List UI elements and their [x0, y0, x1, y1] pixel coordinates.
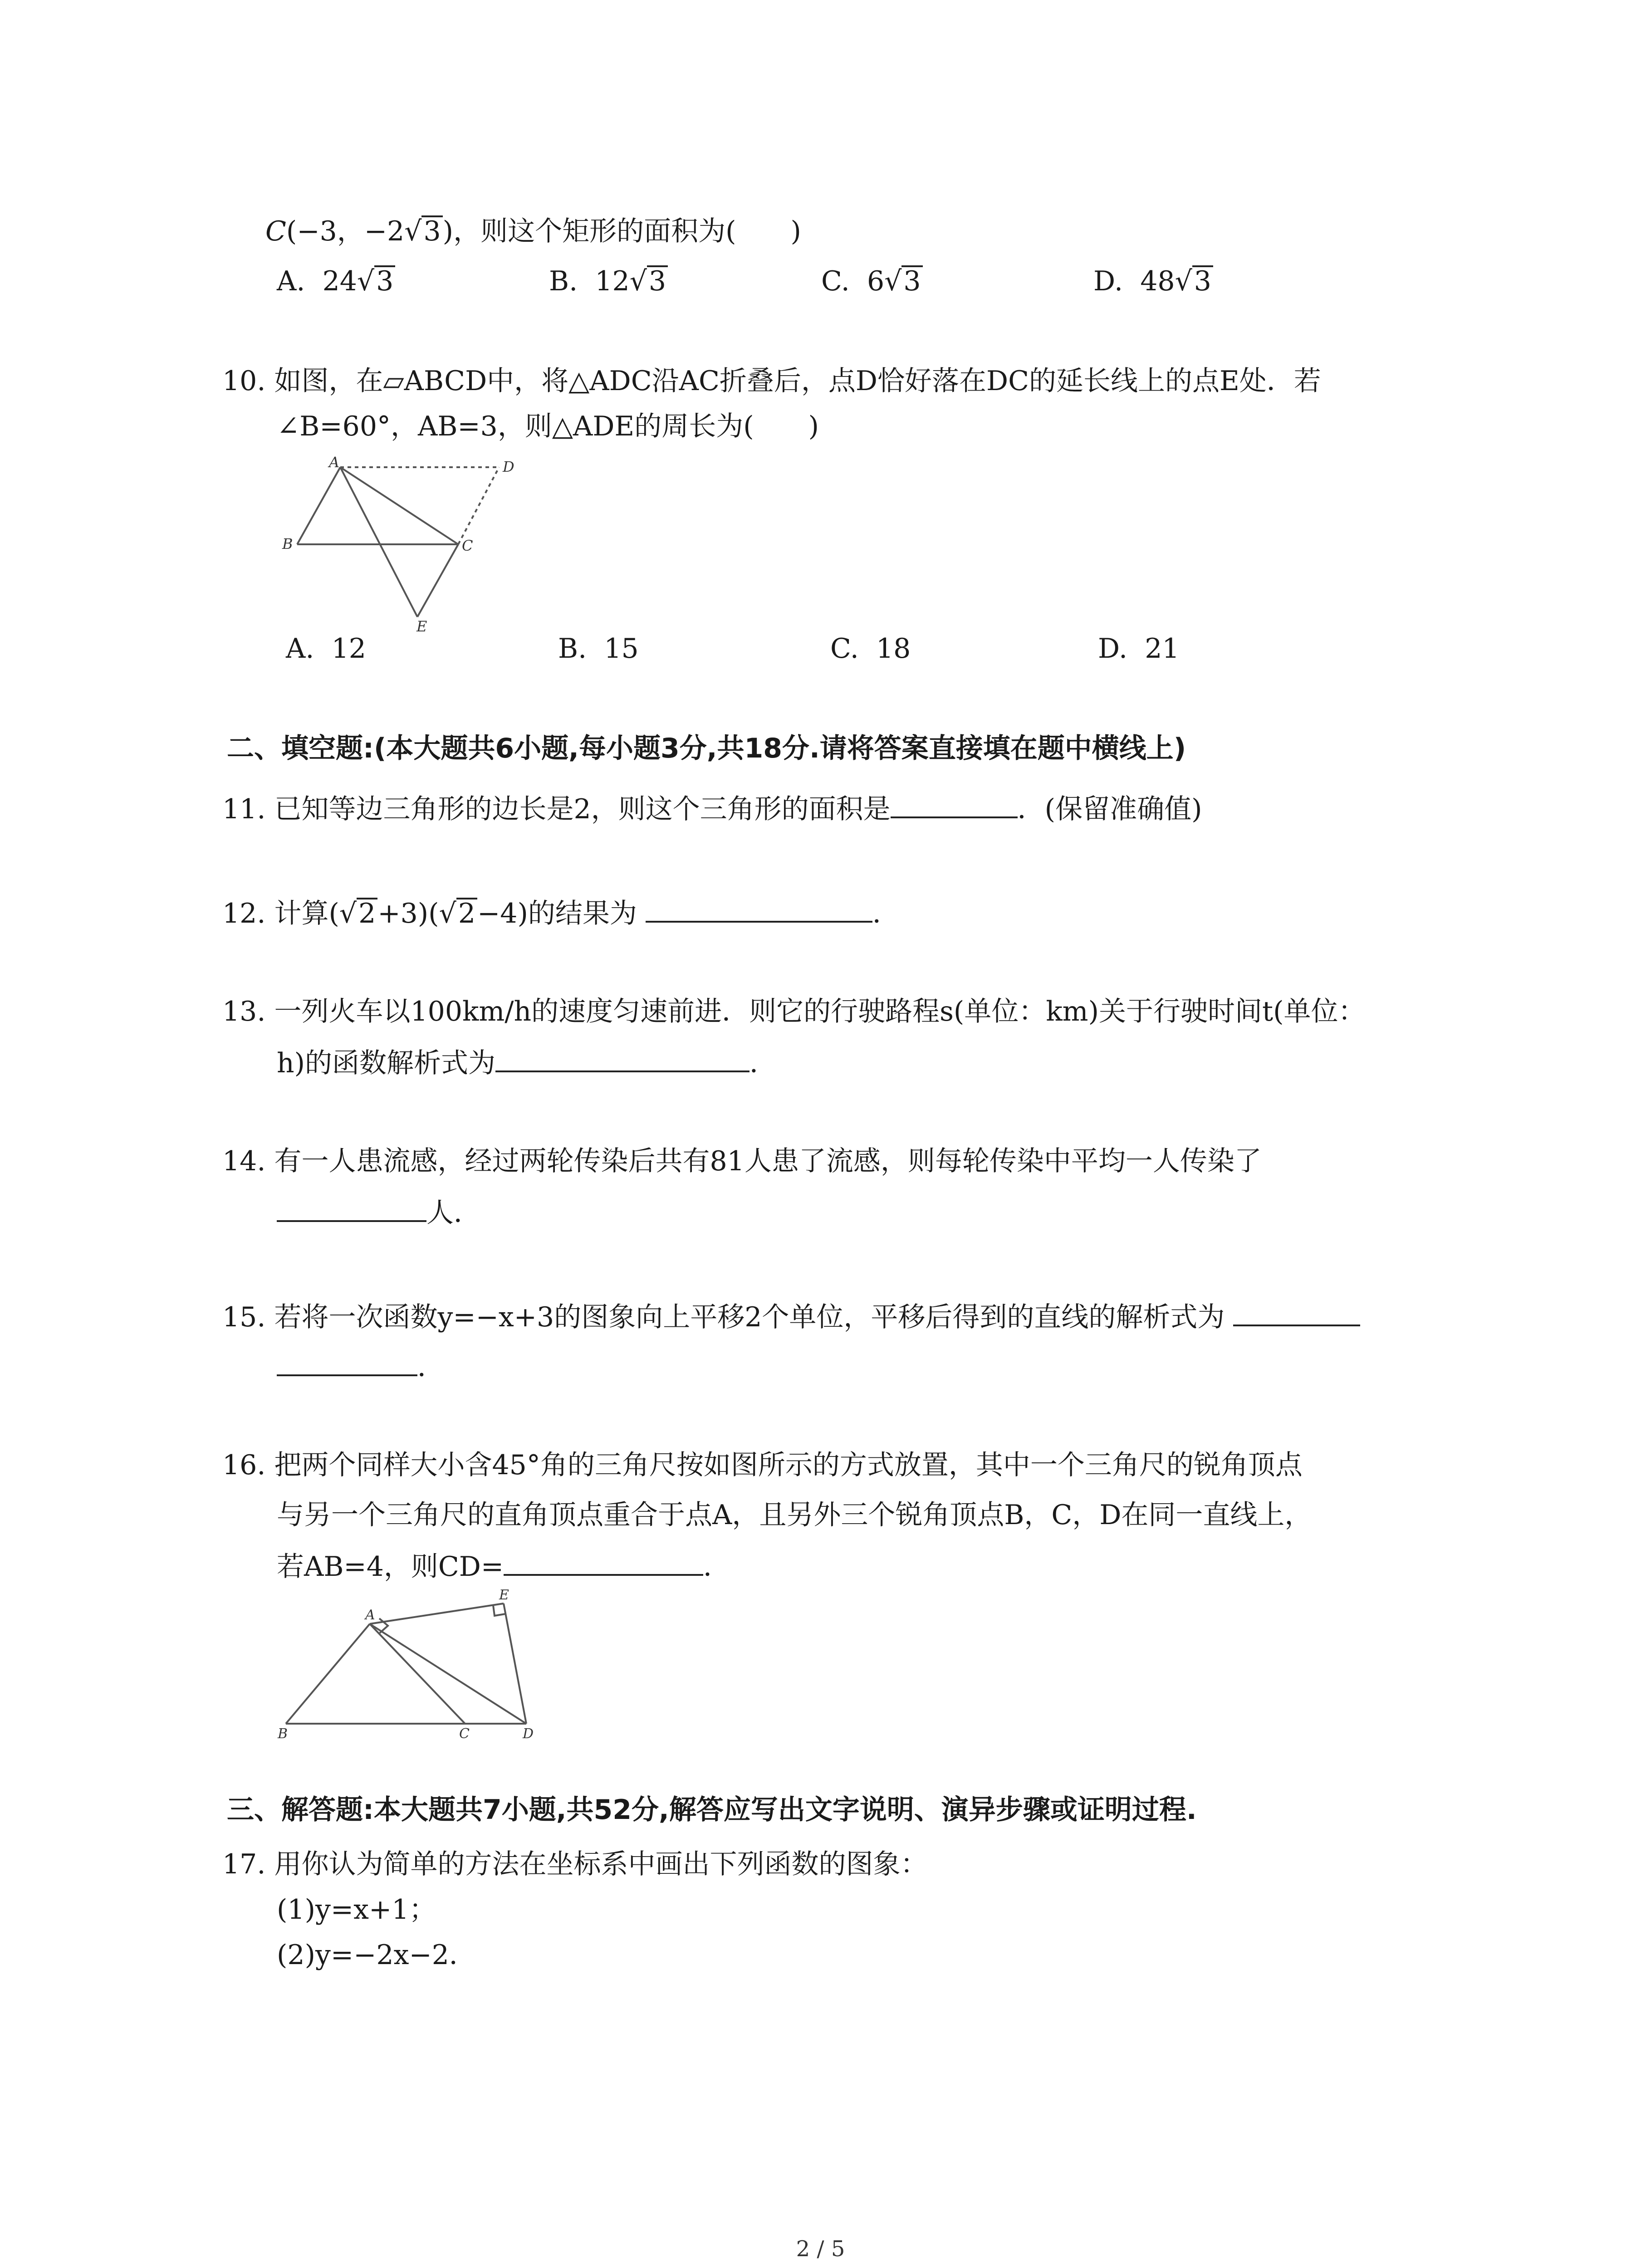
q16-edge-ab: [286, 1624, 370, 1724]
q10-edge-cd: [458, 467, 499, 544]
q12-answer-blank[interactable]: [646, 894, 872, 923]
q10-edge-ce: [417, 544, 458, 617]
q12-line: 12. 计算(√2+3)(√2−4)的结果为 ．: [222, 894, 900, 932]
q16-label-c: C: [459, 1726, 470, 1742]
q10-figure: [272, 454, 554, 635]
q10-label-a: A: [329, 454, 340, 471]
q10-label-c: C: [462, 537, 473, 554]
q16-line1: 16. 把两个同样大小含45°角的三角尺按如图所示的方式放置，其中一个三角尺的锐角顶点: [222, 1449, 1303, 1481]
q15-line1: 15. 若将一次函数y=−x+3的图象向上平移2个单位，平移后得到的直线的解析式为: [222, 1297, 1360, 1335]
q10-option-b: B. 15: [558, 633, 639, 665]
q16-line3: 若AB=4，则CD= ．: [277, 1547, 730, 1585]
q9-stem-tail: C(−3，−2√3)，则这个矩形的面积为( ): [265, 215, 801, 247]
q13-line2: h)的函数解析式为 ．: [277, 1043, 777, 1081]
q13-line1: 13. 一列火车以100km/h的速度匀速前进．则它的行驶路程s(单位：km)关于行驶时间t(单位：: [222, 996, 1366, 1027]
q10-edge-ab: [297, 467, 340, 544]
q15-answer-blank-1[interactable]: [1233, 1297, 1360, 1326]
q10-label-e: E: [416, 618, 427, 635]
q17-item2: (2)y=−2x−2．: [277, 1939, 476, 1971]
q17-line1: 17. 用你认为简单的方法在坐标系中画出下列函数的图象：: [222, 1848, 928, 1880]
q11-line: 11. 已知等边三角形的边长是2，则这个三角形的面积是 ．(保留准确值): [222, 789, 1202, 827]
q16-label-a: A: [365, 1607, 375, 1623]
q9-option-b: B. 12√3: [549, 263, 668, 299]
q10-label-d: D: [503, 458, 514, 475]
q11-answer-blank[interactable]: [891, 789, 1018, 818]
q13-answer-blank[interactable]: [495, 1043, 749, 1072]
q9-option-c: C. 6√3: [821, 263, 923, 299]
q10-option-d: D. 21: [1098, 633, 1180, 665]
section3-heading: 三、解答题:本大题共7小题,共52分,解答应写出文字说明、演异步骤或证明过程.: [227, 1794, 1197, 1826]
q16-label-e: E: [499, 1587, 509, 1603]
q15-line2: ．: [277, 1347, 445, 1385]
page-number: 2 / 5: [796, 2236, 845, 2262]
q14-answer-blank[interactable]: [277, 1193, 426, 1222]
q16-label-d: D: [523, 1726, 534, 1742]
q16-edge-ac: [370, 1624, 465, 1724]
q10-line2: ∠B=60°，AB=3，则△ADE的周长为( ): [277, 411, 819, 442]
q9-option-a: A. 24√3: [277, 263, 395, 299]
q9-option-d: D. 48√3: [1093, 263, 1213, 299]
q17-item1: (1)y=x+1；: [277, 1894, 436, 1926]
q10-edge-ae: [340, 467, 417, 617]
q10-line1: 10. 如图，在▱ABCD中，将△ADC沿AC折叠后，点D恰好落在DC的延长线上的点E处．若: [222, 365, 1321, 397]
q16-edge-ed: [504, 1603, 526, 1724]
q16-figure: [272, 1583, 554, 1746]
q16-line2: 与另一个三角尺的直角顶点重合于点A，且另外三个锐角顶点B，C，D在同一直线上，: [277, 1499, 1312, 1531]
q14-line2: 人．: [277, 1193, 481, 1231]
q16-label-b: B: [278, 1726, 288, 1742]
q16-edge-ad: [370, 1624, 526, 1724]
q15-answer-blank-2[interactable]: [277, 1347, 417, 1376]
q14-line1: 14. 有一人患流感，经过两轮传染后共有81人患了流感，则每轮传染中平均一人传染了: [222, 1145, 1262, 1177]
section2-heading: 二、填空题:(本大题共6小题,每小题3分,共18分.请将答案直接填在题中横线上): [227, 733, 1186, 764]
q16-answer-blank[interactable]: [504, 1547, 703, 1576]
q10-label-b: B: [282, 535, 293, 552]
q16-edge-ae: [370, 1603, 504, 1624]
q10-option-a: A. 12: [286, 633, 366, 665]
q10-option-c: C. 18: [830, 633, 911, 665]
q10-edge-ac: [340, 467, 458, 544]
